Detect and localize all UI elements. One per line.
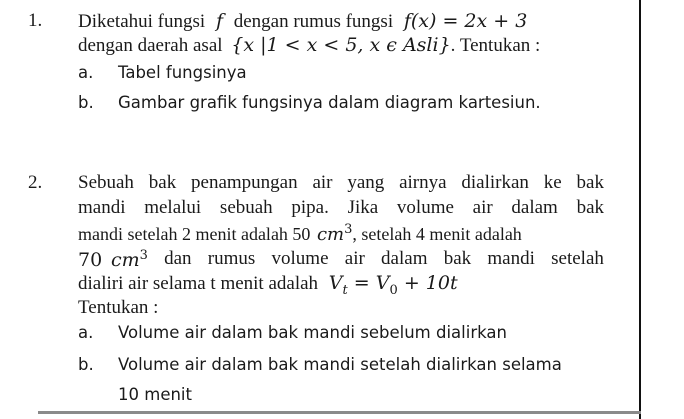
problem-2-line-4 (78, 248, 604, 272)
function-formula: f(x) = 2x + 3 (403, 10, 528, 32)
problem-1-b-label: b. (78, 93, 94, 112)
formula-equals: = (347, 272, 376, 294)
volume-2min-text: mandi setelah 2 menit adalah 50 (78, 224, 311, 244)
word: mandi (487, 248, 535, 269)
page-bottom-border (38, 411, 641, 414)
volume-70 (78, 248, 148, 272)
problem-2-line-5 (78, 272, 458, 298)
problem-2-line-2 (78, 197, 604, 219)
problem-2-b-text: Volume air dalam bak mandi setelah dialirkan selama (118, 355, 562, 374)
word: penampungan (191, 172, 298, 193)
domain-end: . Tentukan : (450, 35, 541, 56)
word: air (472, 197, 493, 218)
problem-2-a-text: Volume air dalam bak mandi sebelum dialirkan (118, 323, 507, 342)
word: volume (396, 197, 454, 218)
problem-1-a-text: Tabel fungsinya (118, 63, 247, 82)
word: air (344, 248, 365, 269)
word: volume (271, 248, 329, 269)
formula-sub-0: 0 (389, 282, 398, 298)
word: Sebuah (78, 172, 134, 193)
unit-exponent: 3 (139, 248, 148, 263)
problem-2-tentukan: Tentukan : (78, 297, 159, 318)
problem-2-a-label: a. (78, 323, 94, 342)
word: melalui (144, 197, 202, 218)
volume-value: 70 (78, 249, 103, 272)
word: bak (148, 172, 177, 193)
unit-exponent: 3 (344, 222, 353, 237)
formula-v0: V (375, 272, 390, 294)
volume-formula-intro: dialiri air selama t menit adalah (78, 273, 319, 294)
word: bak (443, 248, 472, 269)
word: yang (347, 172, 385, 193)
problem-1-b-text: Gambar grafik fungsinya dalam diagram kartesiun. (118, 93, 541, 112)
problem-2-b-label: b. (78, 355, 94, 374)
formula-end: + 10t (397, 272, 458, 294)
volume-formula (328, 272, 458, 298)
page-right-border (639, 0, 641, 419)
word: pipa. (291, 197, 329, 218)
word: dan (164, 248, 192, 269)
word: dialirkan (461, 172, 529, 193)
word: ke (543, 172, 562, 193)
word: sebuah (219, 197, 273, 218)
problem-1-number: 1. (28, 10, 43, 31)
formula-sub-t: t (342, 282, 348, 298)
word: dalam (381, 248, 428, 269)
volume-4min-text: , setelah 4 menit adalah (352, 224, 522, 244)
word: bak (576, 197, 604, 218)
unit-cm: cm (316, 224, 345, 245)
word: bak (576, 172, 604, 193)
word: setelah (551, 248, 604, 269)
problem-1-a-label: a. (78, 63, 94, 82)
word: mandi (78, 197, 126, 218)
word: rumus (207, 248, 256, 269)
problem-1-line-1 (78, 10, 527, 33)
problem-2-b-text-cont: 10 menit (118, 385, 192, 404)
word: Jika (347, 197, 379, 218)
word: dalam (511, 197, 558, 218)
problem-2-number: 2. (28, 172, 43, 193)
word: air (312, 172, 333, 193)
unit-cm: cm (110, 249, 140, 272)
word: airnya (399, 172, 447, 193)
problem-2-line-1 (78, 172, 604, 194)
problem-1-intro-mid: dengan rumus fungsi (233, 11, 394, 32)
domain-intro: dengan daerah asal (78, 35, 223, 56)
domain-set: {x |1 < x < 5, x ϵ Asli} (231, 34, 451, 56)
problem-1-line-2 (78, 34, 540, 57)
problem-2-line-3 (78, 222, 522, 245)
formula-v: V (328, 272, 343, 294)
function-name: f (215, 10, 223, 32)
problem-1-intro: Diketahui fungsi (78, 11, 206, 32)
